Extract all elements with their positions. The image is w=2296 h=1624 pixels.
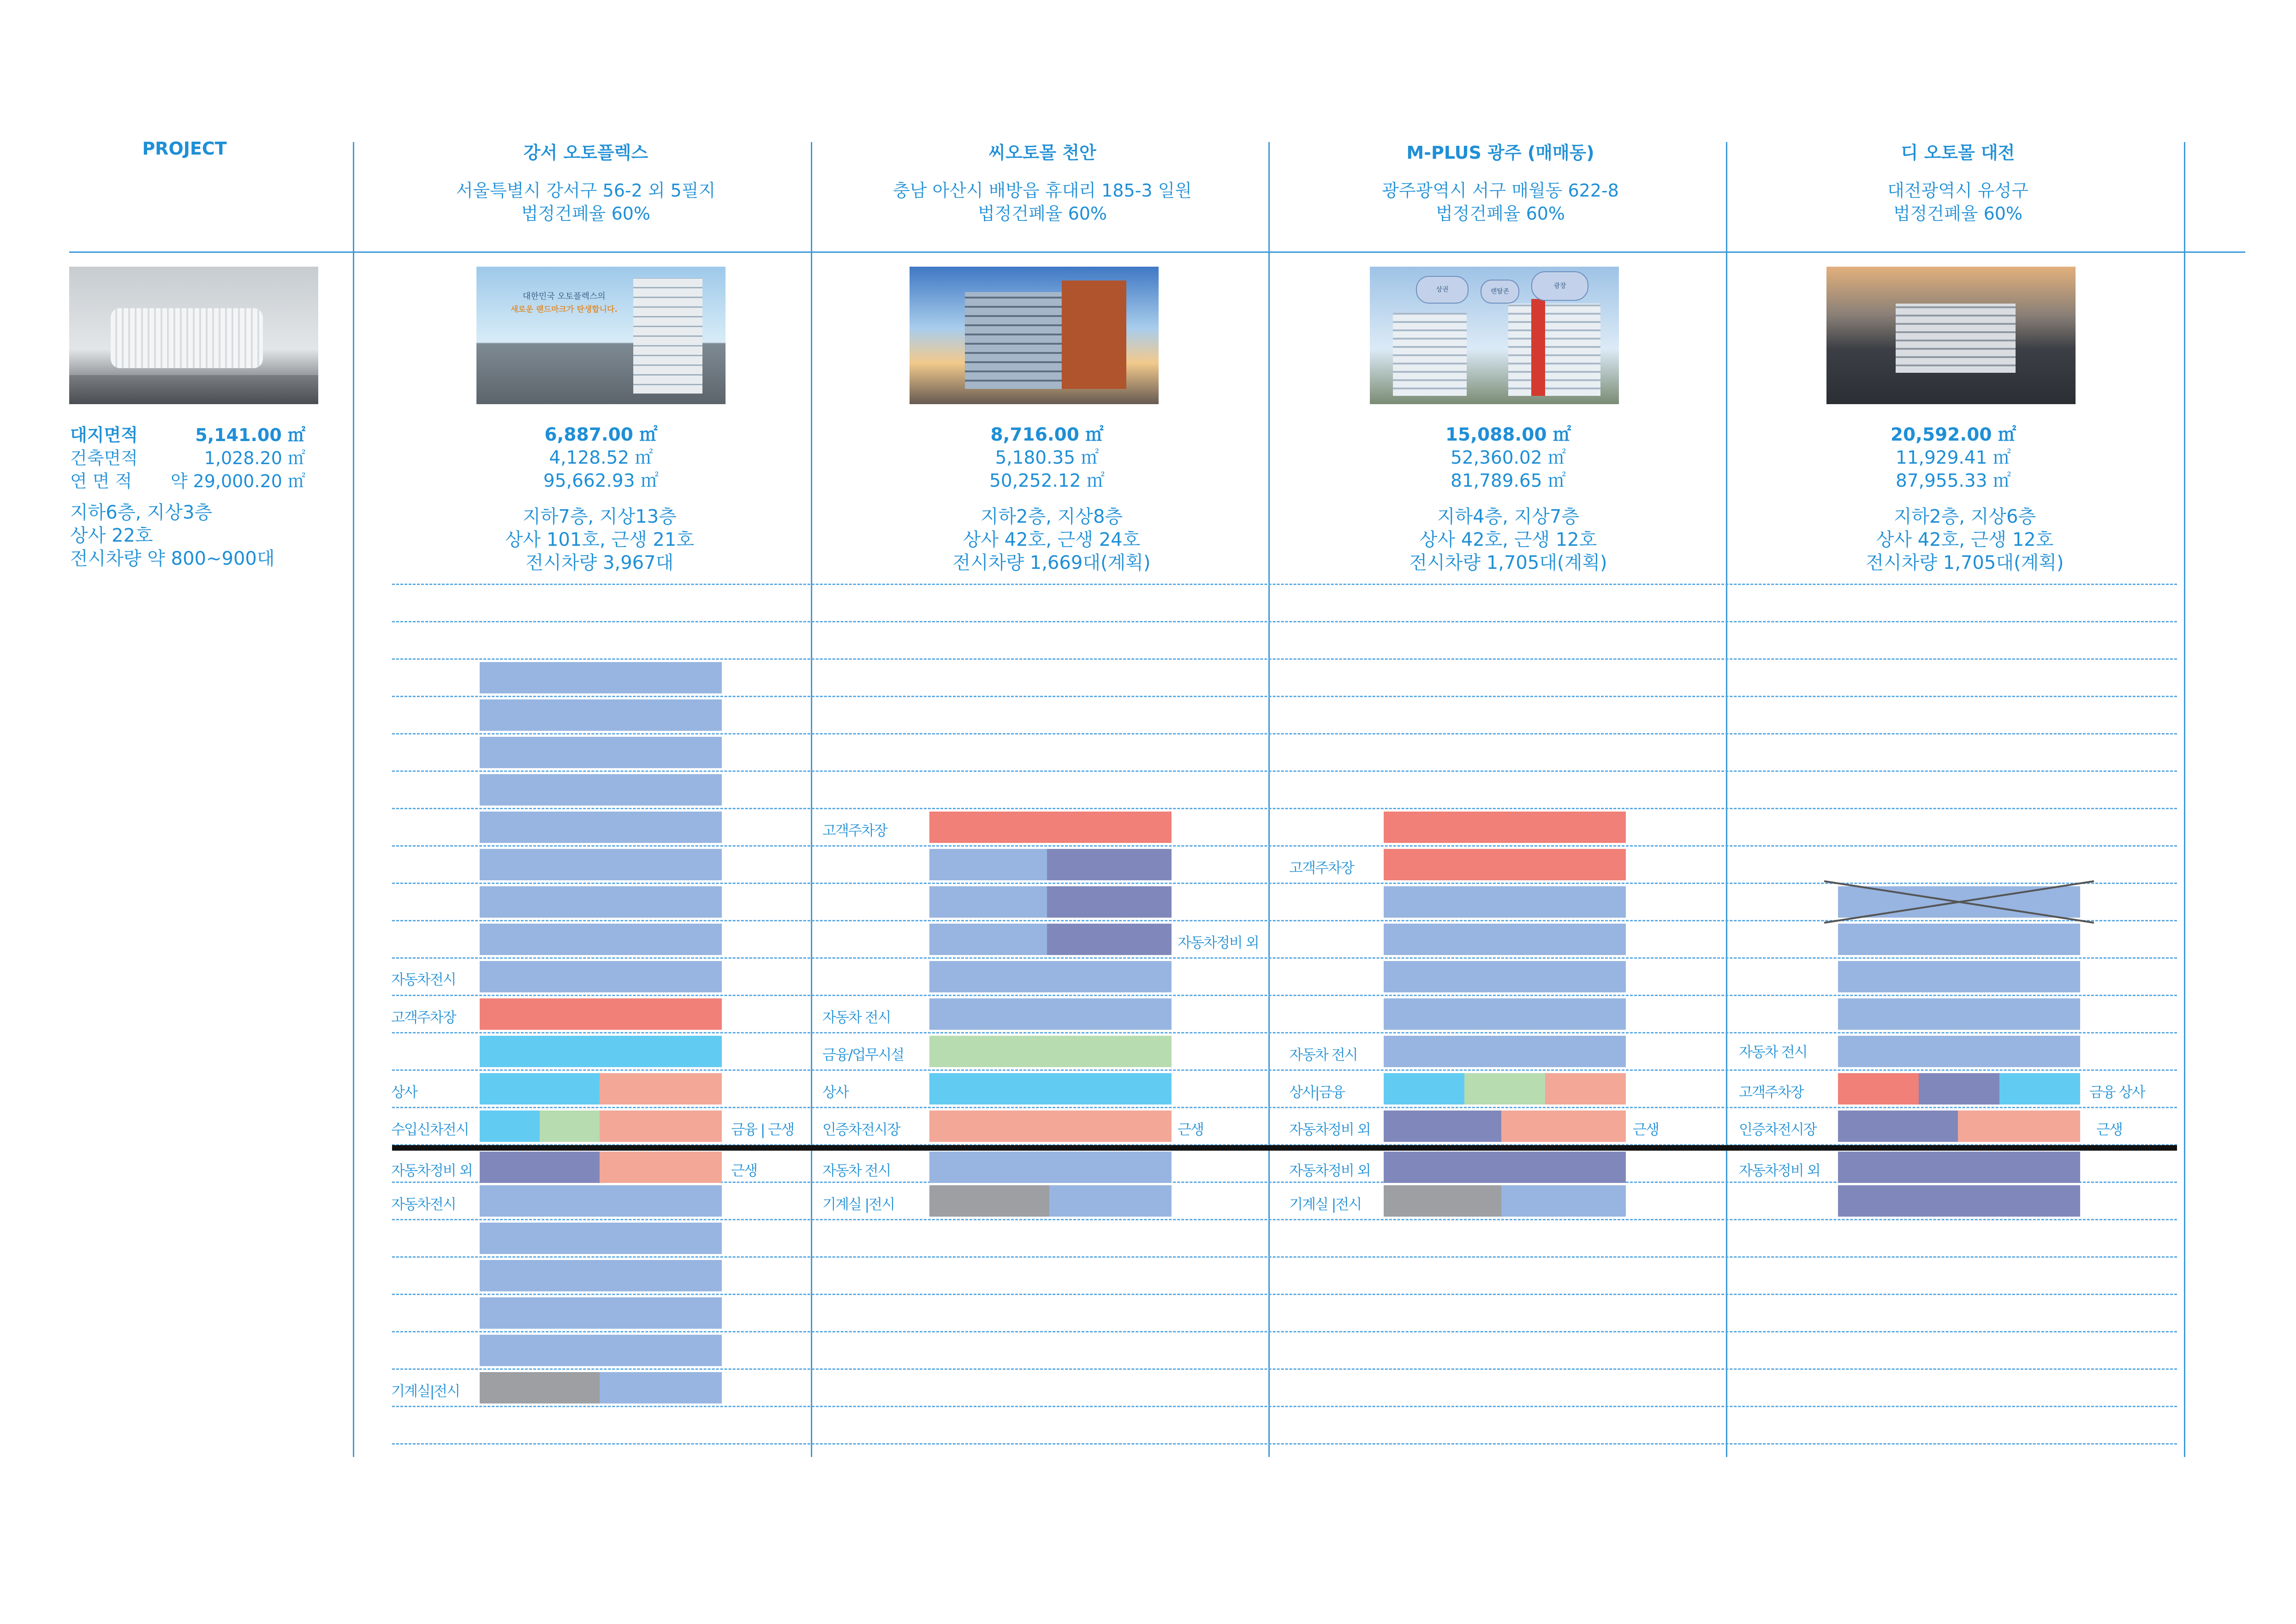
floor-display-block xyxy=(1384,886,1626,918)
site-area-row xyxy=(70,424,319,447)
bubble-1-text: 상권 xyxy=(1436,286,1449,293)
floor-display-block xyxy=(929,998,1172,1030)
project-units: 상사 22호 xyxy=(70,525,153,546)
units: 상사 42호, 근생 12호 xyxy=(1876,529,2054,550)
floor-maintenance-block xyxy=(1838,1152,2080,1183)
floor-line xyxy=(392,1032,2177,1033)
floor-display-block xyxy=(480,699,722,731)
daejeon-photo xyxy=(1826,267,2076,404)
floor-line xyxy=(392,1219,2177,1220)
floor-line xyxy=(392,808,2177,809)
site-area-label: 대지면적 xyxy=(70,425,138,445)
banner-text-1: 대한민국 오토플렉스의 xyxy=(523,292,606,301)
floor-commerce-block xyxy=(480,1073,600,1105)
label-certified: 인증차전시장 xyxy=(1739,1122,1816,1138)
building-area-row xyxy=(70,447,319,470)
address: 광주광역시 서구 매월동 622-8 xyxy=(1382,180,1619,201)
label-dealer-finance: 상사|금융 xyxy=(1289,1084,1345,1101)
address: 서울특별시 강서구 56-2 외 5필지 xyxy=(456,180,716,201)
floor-line xyxy=(392,1256,2177,1258)
floor-line xyxy=(392,1107,2177,1108)
building-area-value: 1,028.20 ㎡ xyxy=(204,448,305,468)
label-maintenance: 자동차정비 외 xyxy=(1289,1122,1370,1138)
floor-maintenance-block xyxy=(480,1152,600,1183)
floor-display-block xyxy=(480,737,722,768)
site-area: 15,088.00 ㎡ xyxy=(1445,424,1571,445)
column-title-daejeon: 디 오토몰 대전 xyxy=(1901,143,2015,163)
stats-gangseo xyxy=(476,424,726,493)
floor-maintenance-block xyxy=(1838,1185,2080,1217)
floor-maintenance-block xyxy=(1047,849,1172,880)
removed-floor-cross xyxy=(1824,879,2094,925)
label-amenity: 근생 xyxy=(1178,1122,1203,1138)
bubble-2 xyxy=(1481,280,1519,304)
floors: 지하2층, 지상6층 xyxy=(1893,506,2036,527)
banner-text-2: 새로운 랜드마크가 탄생합니다. xyxy=(511,305,618,314)
floor-amenity-block xyxy=(600,1073,722,1105)
floor-display-block xyxy=(929,849,1047,880)
floors-gwangju xyxy=(1324,505,1693,574)
floors-daejeon xyxy=(1780,505,2149,574)
floor-line xyxy=(392,696,2177,697)
label-finance-dealer: 금융 상사 xyxy=(2089,1084,2145,1101)
column-divider xyxy=(1268,142,1270,1457)
stadium-shape xyxy=(111,308,263,368)
floor-amenity-block xyxy=(1545,1073,1626,1105)
coverage-ratio: 법정건폐율 60% xyxy=(521,203,651,224)
floor-display-block xyxy=(480,1260,722,1291)
floor-mechanical-block xyxy=(480,1372,600,1403)
building-area: 11,929.41 ㎡ xyxy=(1896,448,2011,468)
building-accent xyxy=(1062,281,1126,389)
floor-display-block xyxy=(480,924,722,955)
road xyxy=(69,375,318,404)
building-area: 4,128.52 ㎡ xyxy=(549,448,653,468)
label-display: 자동차전시 xyxy=(391,1196,456,1213)
coverage-ratio: 법정건폐율 60% xyxy=(1435,203,1565,224)
floor-amenity-block xyxy=(600,1111,722,1142)
floor-display-block xyxy=(480,1185,722,1217)
units: 상사 101호, 근생 21호 xyxy=(505,529,694,550)
building-area: 5,180.35 ㎡ xyxy=(995,448,1099,468)
floor-maintenance-block xyxy=(1838,1111,1958,1142)
bubble-1 xyxy=(1416,276,1469,304)
floor-line xyxy=(392,1443,2177,1445)
label-amenity: 근생 xyxy=(731,1163,757,1179)
column-address-gangseo xyxy=(355,179,816,225)
floor-line xyxy=(392,621,2177,622)
label-maintenance: 자동차정비 외 xyxy=(1289,1163,1370,1179)
column-divider xyxy=(1726,142,1727,1457)
address: 대전광역시 유성구 xyxy=(1887,180,2028,201)
column-divider xyxy=(2184,142,2185,1457)
total-area: 95,662.93 ㎡ xyxy=(543,471,659,491)
floor-commerce-block xyxy=(1999,1073,2080,1105)
floor-parking-block xyxy=(1838,1073,1919,1105)
label-import-display: 수입신차전시 xyxy=(391,1122,469,1138)
floor-mechanical-block xyxy=(1384,1185,1501,1217)
floor-line xyxy=(392,733,2177,734)
label-parking: 고객주차장 xyxy=(1739,1084,1803,1101)
label-parking: 고객주차장 xyxy=(1289,860,1354,877)
floor-maintenance-block xyxy=(1047,924,1172,955)
column-divider xyxy=(353,142,354,1457)
stats-daejeon xyxy=(1829,424,2078,493)
label-mechanical: 기계실 |전시 xyxy=(1289,1196,1362,1213)
floor-display-block xyxy=(1384,1036,1626,1067)
label-certified: 인증차전시장 xyxy=(822,1122,900,1138)
floor-display-block xyxy=(1049,1185,1172,1217)
floor-parking-block xyxy=(1384,849,1626,880)
label-display: 자동차전시 xyxy=(391,972,456,988)
floor-commerce-block xyxy=(1384,1073,1464,1105)
column-title-gwangju: M-PLUS 광주 (매매동) xyxy=(1406,143,1594,163)
floor-amenity-block xyxy=(929,1111,1172,1142)
stats-cheonan xyxy=(922,424,1172,493)
column-address-cheonan xyxy=(812,179,1273,225)
label-dealer: 상사 xyxy=(822,1084,848,1101)
label-display: 자동차 전시 xyxy=(1289,1047,1357,1063)
cheonan-photo xyxy=(910,267,1159,404)
floor-maintenance-block xyxy=(1919,1073,1999,1105)
bubble-3-text: 광장 xyxy=(1553,282,1566,290)
project-stats xyxy=(70,424,319,570)
cars: 전시차량 1,705대(계획) xyxy=(1409,552,1607,573)
coverage-ratio: 법정건폐율 60% xyxy=(1893,203,2023,224)
floor-line xyxy=(392,1294,2177,1295)
label-maintenance: 자동차정비 외 xyxy=(391,1163,472,1179)
building-tower xyxy=(633,278,702,394)
label-mechanical: 기계실|전시 xyxy=(391,1383,460,1400)
floor-amenity-block xyxy=(600,1152,722,1183)
floor-finance-block xyxy=(929,1036,1172,1067)
label-amenity: 근생 xyxy=(2096,1122,2122,1138)
floor-commerce-block xyxy=(480,1111,540,1142)
floor-display-block xyxy=(929,924,1047,955)
total-area-label: 연 면 적 xyxy=(70,471,132,491)
floor-display-block xyxy=(480,1297,722,1329)
floor-display-block xyxy=(480,812,722,843)
cars: 전시차량 3,967대 xyxy=(525,552,674,573)
project-photo xyxy=(69,267,318,404)
gangseo-photo xyxy=(476,267,726,404)
ground-line xyxy=(392,1145,2177,1151)
floor-parking-block xyxy=(480,998,722,1030)
gwangju-photo xyxy=(1370,267,1619,404)
label-display: 자동차 전시 xyxy=(822,1009,891,1026)
floor-display-block xyxy=(480,774,722,806)
floor-commerce-block xyxy=(929,1073,1172,1105)
label-maintenance: 자동차정비 외 xyxy=(1178,935,1259,951)
floor-amenity-block xyxy=(1958,1111,2080,1142)
floors-cheonan xyxy=(867,505,1236,574)
stats-gwangju xyxy=(1384,424,1633,493)
floors-gangseo xyxy=(415,505,784,574)
floor-finance-block xyxy=(1464,1073,1545,1105)
total-area: 50,252.12 ㎡ xyxy=(989,471,1105,491)
floor-maintenance-block xyxy=(1047,886,1172,918)
bubble-2-text: 렌탈존 xyxy=(1490,288,1510,295)
floor-line xyxy=(392,995,2177,996)
floor-line xyxy=(392,1368,2177,1370)
label-mechanical: 기계실 |전시 xyxy=(822,1196,895,1213)
floor-display-block xyxy=(1384,961,1626,992)
floor-line xyxy=(392,957,2177,959)
floor-display-block xyxy=(480,1223,722,1254)
floor-parking-block xyxy=(929,812,1172,843)
floor-display-block xyxy=(929,961,1172,992)
floors: 지하4층, 지상7층 xyxy=(1437,506,1580,527)
floor-commerce-block xyxy=(480,1036,722,1067)
header-separator xyxy=(69,251,2245,253)
label-amenity: 근생 xyxy=(1633,1122,1659,1138)
floor-line xyxy=(392,845,2177,847)
building-block xyxy=(1896,304,2016,373)
floor-maintenance-block xyxy=(1384,1152,1626,1183)
floor-display-block xyxy=(1838,961,2080,992)
floor-line xyxy=(392,1406,2177,1407)
building-area: 52,360.02 ㎡ xyxy=(1451,448,1566,468)
floor-mechanical-block xyxy=(929,1185,1049,1217)
floor-maintenance-block xyxy=(1384,1111,1501,1142)
floor-display-block xyxy=(480,1335,722,1366)
building-area-label: 건축면적 xyxy=(70,448,138,468)
label-display: 자동차 전시 xyxy=(1739,1044,1807,1061)
floor-display-block xyxy=(1838,998,2080,1030)
site-area: 8,716.00 ㎡ xyxy=(990,424,1104,445)
total-area: 81,789.65 ㎡ xyxy=(1451,471,1566,491)
label-finance-amenity: 금융 | 근생 xyxy=(731,1122,794,1138)
label-parking: 고객주차장 xyxy=(822,823,887,839)
floor-display-block xyxy=(600,1372,722,1403)
project-cars: 전시차량 약 800~900대 xyxy=(70,548,275,569)
label-parking: 고객주차장 xyxy=(391,1009,456,1026)
column-address-daejeon xyxy=(1727,179,2189,225)
floor-display-block xyxy=(929,1152,1172,1183)
building-left xyxy=(1393,313,1467,396)
address: 충남 아산시 배방읍 휴대리 185-3 일원 xyxy=(892,180,1192,201)
floor-display-block xyxy=(1838,924,2080,955)
total-area-row xyxy=(70,470,319,493)
total-area: 87,955.33 ㎡ xyxy=(1896,471,2011,491)
total-area-value: 약 29,000.20 ㎡ xyxy=(170,471,305,491)
site-area: 20,592.00 ㎡ xyxy=(1890,424,2016,445)
floors: 지하7층, 지상13층 xyxy=(523,506,677,527)
project-floors: 지하6층, 지상3층 xyxy=(70,502,213,523)
label-display: 자동차 전시 xyxy=(822,1163,891,1179)
floor-amenity-block xyxy=(1501,1111,1626,1142)
column-title-gangseo: 강서 오토플렉스 xyxy=(523,143,648,163)
floor-display-block xyxy=(1838,1036,2080,1067)
floor-display-block xyxy=(480,886,722,918)
floor-line xyxy=(392,1331,2177,1332)
floor-line xyxy=(392,770,2177,772)
floor-display-block xyxy=(1384,998,1626,1030)
floor-display-block xyxy=(480,961,722,992)
cars: 전시차량 1,705대(계획) xyxy=(1866,552,2064,573)
floor-display-block xyxy=(480,849,722,880)
cars: 전시차량 1,669대(계획) xyxy=(952,552,1151,573)
label-finance: 금융/업무시설 xyxy=(822,1047,904,1063)
column-title-cheonan: 씨오토몰 천안 xyxy=(988,143,1096,163)
building-right xyxy=(1508,304,1600,396)
building-red-core xyxy=(1531,299,1545,396)
floor-line xyxy=(392,658,2177,660)
floor-parking-block xyxy=(1384,812,1626,843)
site-area-value: 5,141.00 ㎡ xyxy=(195,425,305,445)
floor-display-block xyxy=(929,886,1047,918)
floor-line xyxy=(392,584,2177,585)
floors: 지하2층, 지상8층 xyxy=(980,506,1123,527)
column-divider xyxy=(811,142,812,1457)
units: 상사 42호, 근생 12호 xyxy=(1419,529,1597,550)
site-area: 6,887.00 ㎡ xyxy=(544,424,658,445)
floor-line xyxy=(392,1069,2177,1071)
label-dealer: 상사 xyxy=(391,1084,417,1101)
label-maintenance: 자동차정비 외 xyxy=(1739,1163,1820,1179)
floor-display-block xyxy=(480,662,722,693)
bubble-3 xyxy=(1531,271,1588,301)
project-header: PROJECT xyxy=(142,138,227,159)
floor-display-block xyxy=(1501,1185,1626,1217)
floor-finance-block xyxy=(540,1111,600,1142)
column-address-gwangju xyxy=(1270,179,1731,225)
coverage-ratio: 법정건폐율 60% xyxy=(977,203,1107,224)
units: 상사 42호, 근생 24호 xyxy=(963,529,1141,550)
floor-display-block xyxy=(1384,924,1626,955)
